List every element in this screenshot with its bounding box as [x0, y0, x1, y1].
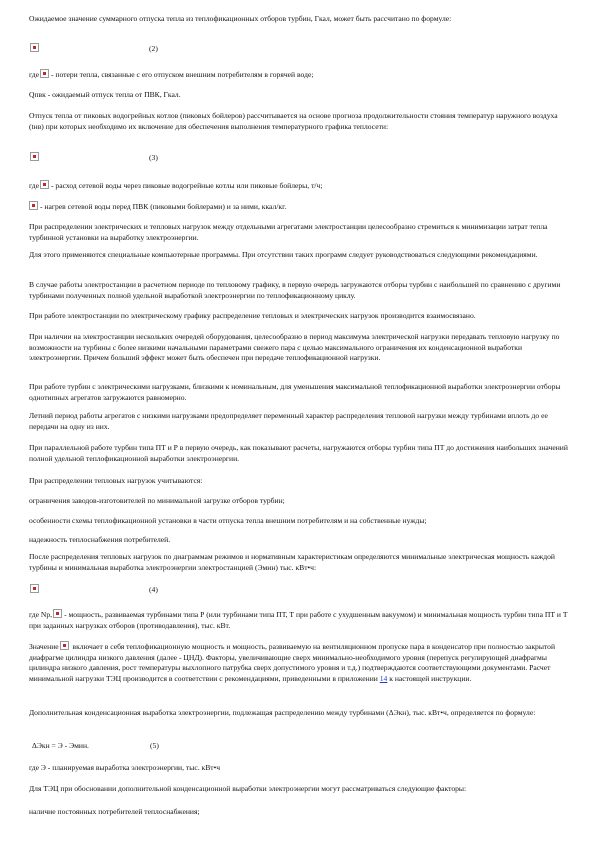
- equation-4: [29, 584, 329, 596]
- broken-image-icon: [30, 584, 39, 593]
- paragraph-losses: [29, 69, 569, 81]
- broken-image-icon: [53, 609, 62, 618]
- paragraph-flow: [29, 180, 569, 192]
- paragraph-software: Для этого применяются специальные компьютерные программы. При отсутствии таких программ следует руководствоваться следующими рекомендациями.: [29, 250, 538, 259]
- text-power-a: где Np,: [29, 610, 53, 619]
- equation-3: [29, 152, 329, 164]
- paragraph-intro: Ожидаемое значение суммарного отпуска тепла из теплофикационных отборов турбин, Гкал, может быть рассчитано по формуле:: [29, 14, 452, 23]
- paragraph-qpvk: Qпвк - ожидаемый отпуск тепла от ПВК, Гкал.: [29, 90, 181, 99]
- paragraph-value: [29, 641, 569, 684]
- paragraph-queues: При наличии на электростанции нескольких очередей оборудования, целесообразно в период максимума электрической нагрузки передавать тепловую нагрузку по возможности на турбины с более низкими начальными параметрами свежего пара с целью максимального ограничения их конденсационной выработки электроэнергии. Причем больший эффект может быть обеспечен при передаче теплофикационной нагрузки.: [29, 332, 560, 362]
- paragraph-distribution: При распределении электрических и тепловых нагрузок между отдельными агрегатами электростанции целесообразно стремиться к минимизации затрат тепла турбинной установки на выработку электроэнергии.: [29, 222, 548, 242]
- paragraph-summer: Летний период работы агрегатов с низкими нагрузками предопределяет переменный характер распределения тепловой нагрузки между турбинами вплоть до ее передачи на одну из них.: [29, 411, 548, 431]
- word-where: где: [29, 181, 39, 190]
- paragraph-pvk-supply: Отпуск тепла от пиковых водогрейных котлов (пиковых бойлеров) рассчитывается на основе прогноза продолжительности стояния температур наружного воздуха (tнв) при которых необходимо их включение для обеспечения выполнения температурного графика теплосети:: [29, 111, 558, 131]
- broken-image-icon: [30, 43, 39, 52]
- broken-image-icon: [40, 180, 49, 189]
- formula-text: ΔЭкн = Э - Эмин.: [32, 741, 89, 750]
- text-losses: - потери тепла, связанные с его отпуском внешним потребителям в горячей воде;: [50, 70, 314, 79]
- appendix-link[interactable]: 14: [379, 673, 388, 683]
- paragraph-thermal-graph: В случае работы электростанции в расчетном периоде по тепловому графику, в первую очередь загружаются отборы турбин с наибольшей по сравнению с другими турбинами полученных полной удельной выработкой электроэнергии по теплофикационному циклу.: [29, 280, 561, 300]
- text-value-c: к настоящей инструкции.: [387, 673, 472, 683]
- text-power-b: - мощность, развиваемая турбинами типа Р (или турбинами типа ПТ, Т при работе с ухудшенным вакуумом) и минимальная мощность турбин типа ПТ и Т при заданных нагрузках отборов (противодавления), тыс. кВт.: [29, 610, 568, 630]
- list-item-consumers: наличие постоянных потребителей теплоснабжения;: [29, 807, 200, 816]
- equation-number: (4): [149, 585, 158, 594]
- paragraph-heating: [29, 201, 569, 213]
- list-item-restrictions: ограничения заводов-изготовителей по минимальной загрузке отборов турбин;: [29, 496, 285, 505]
- paragraph-additional: Дополнительная конденсационная выработка электроэнергии, подлежащая распределению между турбинами (ΔЭкн), тыс. кВт•ч, определяется по формуле:: [29, 708, 536, 717]
- paragraph-power: [29, 609, 569, 631]
- paragraph-planned: где Э - планируемая выработка электроэнергии, тыс. кВт•ч: [29, 763, 221, 772]
- text-flow: - расход сетевой воды через пиковые водогрейные котлы или пиковые бойлеры, т/ч;: [50, 181, 323, 190]
- word-where: где: [29, 70, 39, 79]
- list-item-scheme: особенности схемы теплофикационной установки в части отпуска тепла внешним потребителям и на собственные нужды;: [29, 516, 427, 525]
- broken-image-icon: [30, 152, 39, 161]
- text-value-a: Значение: [29, 642, 59, 651]
- formula-row: [32, 741, 159, 750]
- paragraph-nominal: При работе турбин с электрическими нагрузками, близкими к номинальным, для уменьшения максимальной теплофикационной выработки электроэнергии отборы однотипных агрегатов загружаются равномерно.: [29, 382, 561, 402]
- list-item-reliability: надежность теплоснабжения потребителей.: [29, 535, 171, 544]
- text-heating: - нагрев сетевой воды перед ПВК (пиковыми бойлерами) и за ними, ккал/кг.: [40, 202, 287, 211]
- equation-2: [29, 43, 329, 55]
- broken-image-icon: [40, 69, 49, 78]
- text-value-b: включает в себя теплофикационную мощность и мощность, развиваемую на вентиляционном пропуске пара в конденсатор при полностью закрытой диафрагме цилиндра низкого давления (далее - ЦНД). Факторы, увеличивающие сверх минимально-необходимого уровня (перепуск регулирующей диафрагмы цилиндра низкого давления, рост температуры выхлопного патрубка сверх допустимого уровня и т.д.) подтверждаются соответствующими документами. Расчет минимальной нагрузки ТЭЦ производится в соответствии с рекомендациями, приведенными в приложении: [29, 642, 556, 683]
- equation-number: (3): [149, 153, 158, 162]
- paragraph-considered: При распределении тепловых нагрузок учитываются:: [29, 476, 203, 485]
- equation-number: (2): [149, 44, 158, 53]
- paragraph-parallel: При параллельной работе турбин типа ПТ и Р в первую очередь, как показывают расчеты, нагружаются отборы турбин типа ПТ до достижения наибольших значений полной удельной теплофикационной выработки электроэнергии.: [29, 443, 568, 463]
- paragraph-factors: Для ТЭЦ при обосновании дополнительной конденсационной выработки электроэнергии могут рассматриваться следующие факторы:: [29, 784, 467, 793]
- broken-image-icon: [29, 201, 38, 210]
- paragraph-electric-graph: При работе электростанции по электрическому графику распределение тепловых и электрических нагрузок производится взаимосвязано.: [29, 311, 476, 320]
- paragraph-after-distribution: После распределения тепловых нагрузок по диаграммам режимов и нормативным характеристикам определяются минимальные электрическая мощность каждой турбины и минимальная выработка электроэнергии электростанцией (Эмин) тыс. кВт•ч:: [29, 552, 555, 572]
- equation-number: (5): [150, 741, 159, 750]
- broken-image-icon: [60, 641, 69, 650]
